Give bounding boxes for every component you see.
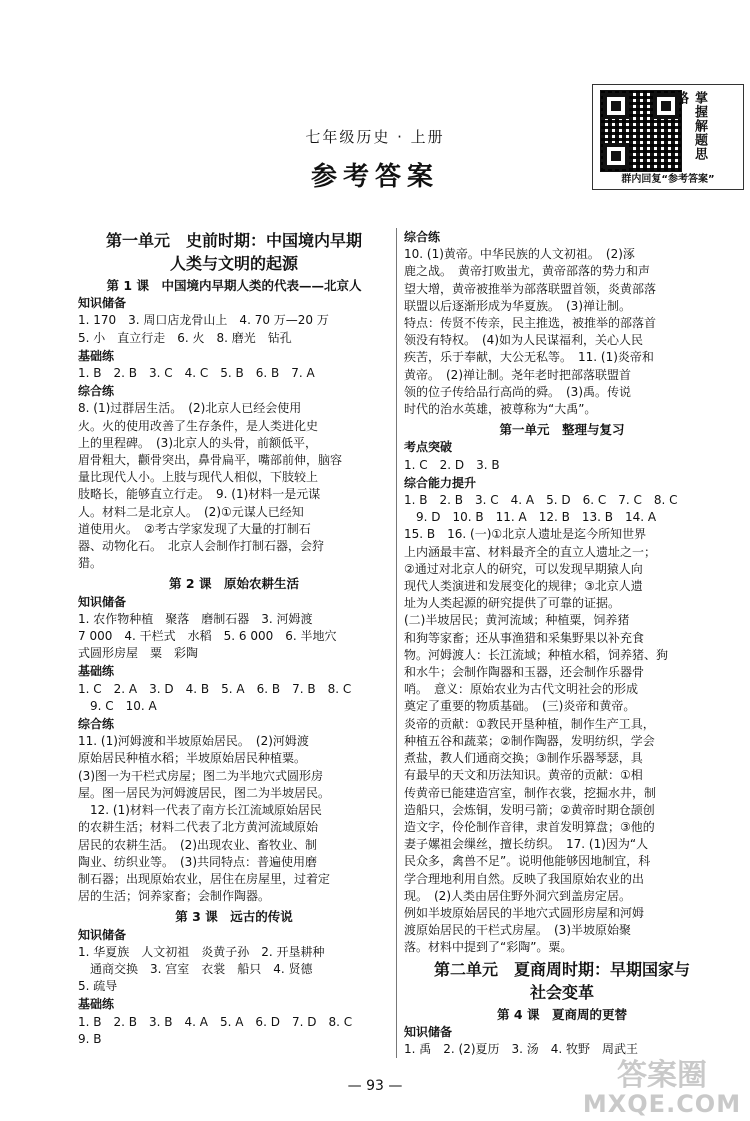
answer-line: 妻子嫘祖会缫丝，擅长纺织。 17. (1)因为“人	[404, 837, 649, 852]
answer-line: 量比现代人小。上肢与现代人相似，下肢较上	[78, 470, 319, 485]
answer-line: 1. 华夏族 人文初祖 炎黄子孙 2. 开垦耕种	[78, 944, 325, 959]
answer-line: 9. C 10. A	[78, 698, 157, 713]
section-heading: 基础练	[78, 348, 115, 363]
qr-finder-icon	[603, 143, 629, 169]
answer-line: 渡原始居民的干栏式房屋。 (3)半坡原始聚	[404, 923, 631, 938]
qr-panel	[592, 84, 744, 190]
answer-line: 和狗等家畜；还从事渔猎和采集野果以补充食	[404, 630, 645, 645]
answer-line: 1. 农作物种植 聚落 磨制石器 3. 河姆渡	[78, 611, 313, 626]
answer-line: 9. D 10. B 11. A 12. B 13. B 14. A	[404, 510, 657, 525]
watermark-logo	[582, 1058, 742, 1118]
answer-line: 7 000 4. 干栏式 水稻 5. 6 000 6. 半地穴	[78, 629, 337, 644]
answer-line: 9. B	[78, 1031, 102, 1046]
answer-line: 肢略长，能够直立行走。 9. (1)材料一是元谋	[78, 487, 321, 502]
answer-line: 领的位子传给品行高尚的舜。 (3)禹。传说	[404, 384, 631, 399]
answer-line: 疾苦，乐于奉献，大公无私等。 11. (1)炎帝和	[404, 350, 654, 365]
section-heading: 知识储备	[404, 1024, 453, 1039]
section-heading: 知识储备	[78, 594, 127, 609]
answer-line: 10. (1)黄帝。中华民族的人文初祖。 (2)涿	[404, 247, 635, 262]
answer-line: 联盟以后逐渐形成为华夏族。 (3)禅让制。	[404, 298, 631, 313]
answer-line: 1. 禹 2. (2)夏历 3. 汤 4. 牧野 周武王	[404, 1041, 639, 1056]
answer-line: 眉骨粗大，颧骨突出，鼻骨扁平，嘴部前伸，脑容	[78, 453, 343, 468]
answer-line: 陶业、纺织业等。 (3)共同特点：普遍使用磨	[78, 854, 317, 869]
answer-line: 造文字，伶伦制作音律，隶首发明算盘；③他的	[404, 819, 655, 834]
answer-line: 例如半坡原始居民的半地穴式圆形房屋和河姆	[404, 905, 645, 920]
answer-line: 特点：传贤不传亲，民主推选，被推举的部落首	[404, 316, 657, 331]
page-number: — 93 —	[347, 1078, 403, 1094]
answer-line: 望大增，黄帝被推举为部落联盟首领，炎黄部落	[404, 281, 657, 296]
left-column	[78, 228, 390, 1048]
answer-line: 原始居民种植水稻；半坡原始居民种植粟。	[78, 751, 307, 766]
qr-finder-icon	[603, 93, 629, 119]
answer-line: 通商交换 3. 宫室 衣裳 船只 4. 贤德	[78, 961, 313, 976]
qr-caption: 群内回复“参考答案”	[621, 174, 715, 185]
lesson-heading: 第 1 课 中国境内早期人类的代表——北京人	[106, 278, 362, 293]
answer-line: 黄帝。 (2)禅让制。尧年老时把部落联盟首	[404, 367, 631, 382]
book-subtitle: 七年级历史 · 上册	[305, 128, 445, 146]
column-divider	[396, 228, 397, 1058]
lesson-heading: 第 2 课 原始农耕生活	[169, 576, 299, 592]
answer-line: 12. (1)材料一代表了南方长江流域原始居民	[78, 803, 322, 818]
answer-line: 器、动物化石。 北京人会制作打制石器，会狩	[78, 539, 325, 554]
answer-line: 8. (1)过群居生活。 (2)北京人已经会使用	[78, 401, 302, 416]
section-heading: 考点突破	[404, 440, 453, 455]
answer-line: 煮盐，教人们通商交换；③制作乐器琴瑟，具	[404, 751, 643, 766]
answer-line: 1. B 2. B 3. B 4. A 5. A 6. D 7. D 8. C	[78, 1014, 353, 1029]
section-heading: 基础练	[78, 664, 115, 679]
section-heading: 知识储备	[78, 927, 127, 942]
answer-line: 1. B 2. B 3. C 4. A 5. D 6. C 7. C 8. C	[404, 493, 678, 508]
answer-line: 奠定了重要的物质基础。 (三)炎帝和黄帝。	[404, 699, 636, 714]
answer-line: 道使用火。 ②考古学家发现了大量的打制石	[78, 521, 311, 536]
answer-line: 1. C 2. A 3. D 4. B 5. A 6. B 7. B 8. C	[78, 681, 352, 696]
answer-line: 传黄帝已能建造宫室，制作衣裳，挖掘水井，制	[404, 785, 657, 800]
answer-line: 15. B 16. (一)①北京人遗址是迄今所知世界	[404, 527, 647, 542]
lesson-heading: 第 3 课 远古的传说	[175, 909, 293, 925]
answer-line: 上的里程碑。 (3)北京人的头骨，前额低平，	[78, 435, 317, 450]
answer-line: 民众多，禽兽不足”。说明他能够因地制宜，科	[404, 854, 651, 869]
section-heading: 综合能力提升	[404, 475, 477, 490]
right-column	[404, 228, 720, 1058]
answer-line: 鹿之战。 黄帝打败蚩尤，黄帝部落的势力和声	[404, 264, 651, 279]
answer-line: 居民的农耕生活。 (2)出现农业、畜牧业、制	[78, 837, 317, 852]
section-heading: 基础练	[78, 997, 115, 1012]
answer-line: 物。河姆渡人：长江流域；种植水稻，饲养猪、狗	[404, 647, 669, 662]
answer-line: 有最早的天文和历法知识。黄帝的贡献：①相	[404, 768, 643, 783]
answer-line: 11. (1)河姆渡和半坡原始居民。 (2)河姆渡	[78, 734, 309, 749]
answer-line: 种植五谷和蔬菜；②制作陶器，发明纺织，学会	[404, 733, 655, 748]
answer-line: 1. 170 3. 周口店龙骨山上 4. 70 万—20 万	[78, 313, 329, 328]
answer-line: ②通过对北京人的研究，可以发现早期猿人向	[404, 561, 643, 576]
answer-line: 猎。	[78, 556, 103, 571]
answer-line: 式圆形房屋 粟 彩陶	[78, 646, 199, 661]
lesson-heading: 第 4 课 夏商周的更替	[497, 1006, 627, 1022]
section-heading: 综合练	[78, 717, 115, 732]
answer-line: 5. 小 直立行走 6. 火 8. 磨光 钻孔	[78, 330, 292, 345]
section-heading: 综合练	[404, 230, 441, 244]
answer-line: 和水牛；会制作陶器和玉器，还会制作乐器骨	[404, 665, 645, 680]
answer-line: 的农耕生活；材料二代表了北方黄河流域原始	[78, 820, 319, 835]
unit-heading: 人类与文明的起源	[169, 254, 298, 273]
qr-vertical-text: 掌握解题思路	[673, 91, 707, 161]
page-title: 参考答案	[310, 162, 439, 192]
answer-line: 学合理地利用自然。反映了我国原始农业的出	[404, 871, 645, 886]
section-heading: 综合练	[78, 384, 115, 399]
unit-heading: 社会变革	[529, 982, 594, 1002]
answer-line: 5. 疏导	[78, 979, 118, 994]
answer-line: 人。材料二是北京人。 (2)①元谋人已经知	[78, 504, 304, 519]
answer-line: (3)图一为干栏式房屋；图二为半地穴式圆形房	[78, 768, 323, 783]
answer-line: 现。 (2)人类由居住野外洞穴到盖房定居。	[404, 888, 631, 903]
qr-code-icon	[601, 91, 681, 171]
section-heading: 知识储备	[78, 296, 127, 311]
answer-line: 哨。 意义：原始农业为古代文明社会的形成	[404, 682, 639, 697]
answer-line: 1. C 2. D 3. B	[404, 457, 500, 472]
answer-line: 炎帝的贡献：①教民开垦种植，制作生产工具，	[404, 716, 655, 731]
unit-heading: 第二单元 夏商周时期：早期国家与	[433, 959, 690, 979]
answer-line: 落。材料中提到了“彩陶”。粟。	[404, 940, 573, 955]
watermark-text: 答案圈	[617, 1058, 707, 1093]
answer-line: 上内涵最丰富、材料最齐全的直立人遗址之一；	[404, 544, 657, 559]
answer-line: 造船只，会炼铜，发明弓箭；②黄帝时期仓颉创	[404, 802, 655, 817]
answer-line: (二)半坡居民；黄河流域；种植粟，饲养猪	[404, 613, 630, 628]
answer-line: 址为人类起源的研究提供了可靠的证据。	[404, 596, 621, 611]
answer-line: 1. B 2. B 3. C 4. C 5. B 6. B 7. A	[78, 366, 315, 381]
answer-line: 屋。图一居民为河姆渡居民，图二为半坡居民。	[78, 785, 331, 800]
answer-line: 领没有特权。 (4)如为人民谋福利，关心人民	[404, 333, 643, 348]
answer-line: 居的生活；饲养家畜；会制作陶器。	[78, 889, 271, 904]
answer-line: 火。火的使用改善了生存条件，是人类进化史	[78, 418, 319, 433]
answer-line: 现代人类演进和发展变化的规律；③北京人遗	[404, 579, 643, 594]
watermark-url: MXQE.COM	[582, 1090, 742, 1118]
lesson-heading: 第一单元 整理与复习	[499, 422, 625, 438]
answer-line: 时代的治水英雄，被尊称为“大禹”。	[404, 402, 597, 417]
unit-heading: 第一单元 史前时期：中国境内早期	[105, 231, 362, 250]
answer-line: 制石器；出现原始农业，居住在房屋里，过着定	[78, 871, 331, 886]
